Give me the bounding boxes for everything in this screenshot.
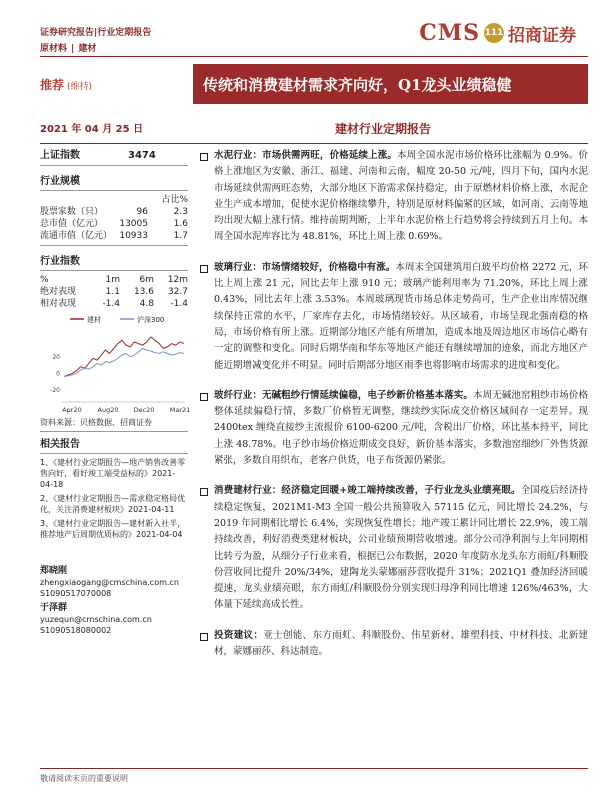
chart-xtick-label: Apr20 bbox=[62, 406, 82, 414]
chart-series-line-0 bbox=[64, 337, 184, 377]
perf-header: % bbox=[40, 275, 49, 285]
analyst-email[interactable]: zhengxiaogang@cmschina.com.cn bbox=[40, 578, 179, 587]
table-row bbox=[40, 206, 188, 218]
scale-header-row bbox=[40, 194, 188, 206]
footer-note: 敬请阅读末页的重要说明 bbox=[40, 774, 128, 783]
perf-header: 6m bbox=[139, 275, 154, 285]
bullet-square-icon bbox=[200, 265, 208, 273]
rating-sub: (维持) bbox=[67, 82, 93, 92]
related-report[interactable]: 1、《建材行业定期报告—地产销售改善零售向好，看好竣工端受益标的》2021-04-18 bbox=[40, 458, 186, 489]
chart-ytick-label: 20 bbox=[52, 353, 60, 361]
paragraph-consumer bbox=[200, 483, 588, 613]
perf-value: 32.7 bbox=[167, 287, 188, 297]
para-body: 本周末全国建筑用白玻平均价格 2272 元，环比上周上涨 21 元，同比去年上涨 910 元；玻璃产能利用率为 71.20%，环比上周上涨 0.43%，同比去年上涨 3.53%。本周玻璃现货市场总体走势尚可，生产企业出库情况继续保持正常的水平，厂家库存去化，市场情绪较好。从区域看，市场呈现北强南稳的格局，市场价格有所上涨。近期部分地区产能有所增加，造成本地及周边地区市场信心略有一定的调整和变化。同时后期华南和华东等地区产能还有继续增加的迹象，而北方地区产能近期增减变化并不明显。同时后期部分地区雨季也将影响市场需求的进度和变化。 bbox=[214, 261, 588, 371]
scale-name: 流通市值（亿元） bbox=[40, 231, 113, 241]
related-report[interactable]: 2、《建材行业定期报告—需求稳定格局优化，关注消费建材板块》2021-04-11 bbox=[40, 494, 186, 514]
report-subtitle: 建材行业定期报告 bbox=[335, 122, 432, 136]
chart-series-line-1 bbox=[64, 349, 184, 377]
sidebar bbox=[40, 150, 191, 636]
perf-header: 1m bbox=[105, 275, 120, 285]
company-logo bbox=[419, 20, 576, 46]
chart-ytick-label: -20 bbox=[50, 386, 60, 394]
chart-series bbox=[64, 337, 184, 377]
analyst-email[interactable]: yuzequn@cmschina.com.cn bbox=[40, 615, 152, 624]
perf-header-row bbox=[40, 274, 188, 286]
para-head: 消费建材行业：经济稳定回暖+竣工端持续改善，子行业龙头业绩亮眼。 bbox=[214, 485, 521, 497]
scale-name: 股票家数（只） bbox=[40, 207, 104, 217]
para-body: 本周全国水泥市场价格环比涨幅为 0.9%。价格上涨地区为安徽、浙江、福建、河南和云南，幅度 20-50 元/吨，四月下旬，国内水泥市场延续供需两旺态势，大部分地区下游需求保持稳定，由于原燃材料价格上涨，水泥企业生产成本增加，促使水泥价格继续攀升，特别是原材料偏紧的区域，如河南、云南等地均出现大幅上涨行情。维持前期判断，上半年水泥价格上行趋势将会持续到五月上旬。本周全国水泥库容比为 48.81%，环比上周上涨 0.69%。 bbox=[214, 150, 588, 243]
logo-badge-icon: 111 bbox=[484, 23, 504, 43]
chart-ytick-label: 0 bbox=[56, 370, 60, 378]
paragraph-cement bbox=[200, 148, 588, 246]
sector-right: 建材 bbox=[78, 44, 97, 54]
para-head: 水泥行业：市场供需两旺，价格延续上涨。 bbox=[214, 150, 397, 161]
bullet-square-icon bbox=[200, 488, 208, 496]
divider bbox=[40, 190, 188, 191]
paragraph-fiberglass bbox=[200, 388, 588, 469]
header-rule bbox=[40, 56, 588, 57]
scale-value: 96 bbox=[136, 207, 148, 217]
footer-rule bbox=[40, 768, 588, 769]
industry-index-chart bbox=[40, 312, 191, 416]
perf-name: 相对表现 bbox=[40, 299, 77, 309]
perf-value: 4.8 bbox=[139, 299, 154, 309]
bullet-square-icon bbox=[200, 633, 208, 641]
sector-sep: | bbox=[71, 44, 75, 54]
scale-pct: 1.7 bbox=[173, 231, 188, 241]
chart-yticks bbox=[50, 354, 60, 394]
subtitle-rule bbox=[40, 143, 588, 144]
scale-pct: 1.6 bbox=[173, 219, 188, 229]
scale-pct: 2.3 bbox=[173, 207, 188, 217]
para-body: 亚士创能、东方雨虹、科顺股份、伟星新材、雄塑科技、中材科技、北新建材，蒙娜丽莎、科达制造。 bbox=[214, 629, 588, 658]
table-row bbox=[40, 298, 188, 310]
header-report-type: 证券研究报告|行业定期报告 bbox=[40, 28, 152, 38]
paragraph-advice bbox=[200, 628, 588, 661]
para-body: 本周无碱池窑粗纱市场价格整体延续偏稳行情，多数厂价格暂无调整，继续纱实际成交价格区域间存一定差异。现 2400tex 缠绕直接纱主流报价 6100-6200 元/吨，含税出厂价格，环比基本持平，同比上涨 48.78%。电子纱市场价格近期成交良好，新价基本落实，多数池窑细纱厂外售货源紧张，多数自用织布，老客户供货，电子布货源仍紧张。 bbox=[214, 389, 588, 467]
legend-label: 沪深300 bbox=[137, 316, 165, 324]
report-title: 传统和消费建材需求齐向好，Q1龙头业绩稳健 bbox=[193, 64, 588, 104]
chart-legend bbox=[70, 315, 164, 324]
rating-label: 推荐 bbox=[40, 78, 65, 92]
divider bbox=[40, 431, 188, 432]
chart-xtick-label: Dec20 bbox=[133, 406, 155, 414]
analyst-cert: S1090518080002 bbox=[40, 626, 112, 635]
index-label: 上证指数 bbox=[40, 150, 80, 161]
chart-xtick-label: Mar21 bbox=[169, 406, 191, 414]
report-date: 2021 年 04 月 25 日 bbox=[40, 124, 144, 135]
para-head: 玻纤行业：无碱粗纱行情延续偏稳，电子纱新价格基本落实。 bbox=[214, 389, 473, 401]
index-value: 3474 bbox=[128, 150, 156, 161]
scale-header: 占比% bbox=[161, 195, 188, 205]
related-title: 相关报告 bbox=[40, 439, 80, 450]
scale-value: 13005 bbox=[119, 219, 148, 229]
table-row bbox=[40, 230, 188, 242]
divider bbox=[40, 245, 188, 246]
main-content bbox=[200, 148, 588, 674]
para-head: 投资建议： bbox=[214, 629, 264, 641]
analyst-name: 于泽群 bbox=[40, 603, 68, 613]
related-report[interactable]: 3、《建材行业定期报告—建材新入社半，推荐地产后周期优质标的》2021-04-04 bbox=[40, 519, 186, 539]
chart-source: 资料来源：贝格数据、招商证券 bbox=[40, 418, 152, 427]
perf-value: -1.4 bbox=[102, 299, 120, 309]
bullet-square-icon bbox=[200, 393, 208, 401]
header-sector bbox=[40, 41, 96, 54]
logo-cn: 招商证券 bbox=[508, 25, 576, 46]
scale-value: 10933 bbox=[119, 231, 148, 241]
scale-name: 总市值（亿元） bbox=[40, 219, 104, 229]
analysts bbox=[40, 566, 188, 636]
perf-value: -1.4 bbox=[170, 299, 188, 309]
paragraph-glass bbox=[200, 260, 588, 374]
perf-header: 12m bbox=[167, 275, 188, 285]
perf-title: 行业指数 bbox=[40, 256, 80, 267]
perf-value: 1.1 bbox=[105, 287, 120, 297]
legend-label: 建材 bbox=[87, 316, 101, 324]
chart-xtick-label: Aug20 bbox=[97, 406, 119, 414]
index-row bbox=[40, 150, 188, 162]
analyst-cert: S1090517070008 bbox=[40, 589, 112, 598]
analyst-name: 郑晓刚 bbox=[40, 566, 68, 576]
perf-value: 13.6 bbox=[133, 287, 154, 297]
table-row bbox=[40, 286, 188, 298]
para-head: 玻璃行业：市场情绪较好，价格稳中有涨。 bbox=[214, 261, 396, 273]
perf-name: 绝对表现 bbox=[40, 287, 77, 297]
divider bbox=[40, 270, 188, 271]
bullet-square-icon bbox=[200, 153, 208, 161]
sector-left: 原材料 bbox=[40, 44, 68, 54]
chart-xticks bbox=[62, 406, 190, 414]
logo-cms: CMS bbox=[419, 20, 480, 46]
divider bbox=[40, 453, 188, 454]
para-body: 全国疫后经济持续稳定恢复，2021M1-M3 全国一般公共预算收入 57115 亿元，同比增长 24.2%，与 2019 年同期相比增长 6.4%，实现恢复性增长；地产竣工累计同比增长 22.9%，竣工端持续改善，利好消费类建材板块，公司业绩预期营收增速。部分公司净利润与上年同期相比转亏为盈，从细分子行业来看，根据已公布数据，2020 年度防水龙头东方雨虹/科顺股份营收同比提升 20%/34%，建陶龙头蒙娜丽莎营收提升 31%；2021Q1 叠加经济回暖提速，龙头业绩亮眼，东方雨虹/科顺股份分别实现归母净利同比增速 126%/463%，大体量下延续高成长性。 bbox=[214, 485, 588, 611]
rating bbox=[40, 76, 92, 93]
divider bbox=[40, 165, 188, 166]
table-row bbox=[40, 218, 188, 230]
scale-title: 行业规模 bbox=[40, 176, 80, 187]
